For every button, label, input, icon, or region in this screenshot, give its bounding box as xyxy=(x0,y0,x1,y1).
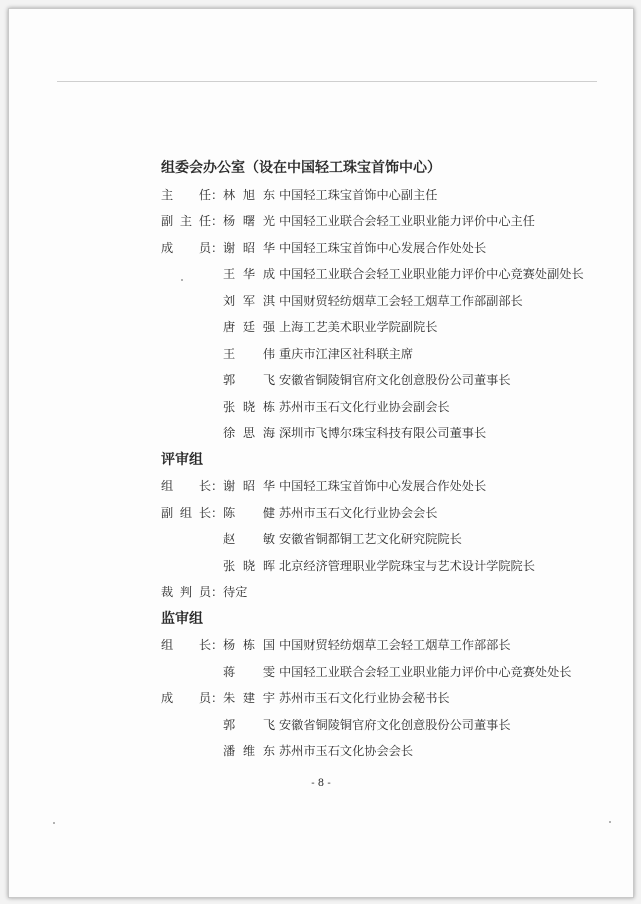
indent-spacer xyxy=(161,713,223,740)
role-colon: ： xyxy=(211,691,224,705)
member-row xyxy=(161,739,621,766)
role-colon: ： xyxy=(211,187,224,202)
member-row xyxy=(161,527,621,554)
member-name: 潘 维 东 xyxy=(223,744,275,758)
member-position: 苏州市玉石文化行业协会会长 xyxy=(279,505,438,520)
scan-edge-line xyxy=(57,81,597,82)
indent-spacer xyxy=(161,395,223,422)
member-position: 中国轻工珠宝首饰中心发展合作处处长 xyxy=(279,240,487,255)
section-heading: 组委会办公室（设在中国轻工珠宝首饰中心） xyxy=(161,160,441,176)
section-heading: 评审组 xyxy=(161,451,203,468)
member-row xyxy=(161,660,621,687)
member-row xyxy=(161,686,621,713)
member-name: 待 定 xyxy=(223,585,248,599)
member-name: 谢 昭 华 xyxy=(223,479,275,493)
member-position: 安徽省铜陵铜官府文化创意股份公司董事长 xyxy=(279,373,511,387)
indent-spacer xyxy=(161,289,223,316)
member-row xyxy=(161,183,621,210)
member-role: 裁 判 员 xyxy=(161,585,211,599)
indent-spacer xyxy=(161,368,223,395)
member-name: 张 晓 晖 xyxy=(223,558,275,573)
member-name: 赵 敏 xyxy=(223,532,275,546)
member-name: 陈 健 xyxy=(223,505,275,520)
member-name: 杨 栋 国 xyxy=(223,638,275,652)
indent-spacer xyxy=(161,739,223,766)
indent-spacer xyxy=(161,554,223,581)
member-position: 中国轻工业联合会轻工业职业能力评价中心主任 xyxy=(279,214,535,228)
committee-list xyxy=(161,156,621,766)
member-name: 蒋 雯 xyxy=(223,664,275,679)
role-colon: ： xyxy=(211,505,224,520)
member-position: 重庆市江津区社科联主席 xyxy=(279,346,414,361)
member-row xyxy=(161,209,621,236)
member-position: 苏州市玉石文化行业协会副会长 xyxy=(279,399,450,414)
role-colon: ： xyxy=(211,240,224,255)
member-role: 组 长 xyxy=(161,479,211,493)
indent-spacer xyxy=(161,527,223,554)
member-name: 朱 建 宇 xyxy=(223,691,275,705)
role-colon: ： xyxy=(211,638,224,652)
scan-speck xyxy=(181,279,183,281)
member-row xyxy=(161,315,621,342)
indent-spacer xyxy=(161,342,223,369)
member-name: 王 伟 xyxy=(223,346,275,361)
member-row xyxy=(161,474,621,501)
member-position: 中国轻工珠宝首饰中心发展合作处处长 xyxy=(279,479,487,493)
member-position: 中国财贸轻纺烟草工会轻工烟草工作部副部长 xyxy=(279,293,523,308)
indent-spacer xyxy=(161,421,223,448)
member-row xyxy=(161,554,621,581)
member-position: 中国轻工业联合会轻工业职业能力评价中心竞赛处副处长 xyxy=(279,267,584,281)
indent-spacer xyxy=(161,315,223,342)
member-position: 苏州市玉石文化行业协会秘书长 xyxy=(279,691,450,705)
member-name: 林 旭 东 xyxy=(223,187,275,202)
member-name: 郭 飞 xyxy=(223,717,275,732)
member-name: 刘 军 淇 xyxy=(223,293,275,308)
member-role: 成 员 xyxy=(161,240,211,255)
member-name: 张 晓 栋 xyxy=(223,399,275,414)
member-row xyxy=(161,262,621,289)
role-colon: ： xyxy=(211,585,224,599)
member-role: 副 组 长 xyxy=(161,505,211,520)
indent-spacer xyxy=(161,262,223,289)
member-name: 唐 廷 强 xyxy=(223,320,275,334)
member-position: 上海工艺美术职业学院副院长 xyxy=(279,320,438,334)
section-heading: 监审组 xyxy=(161,610,203,627)
member-row xyxy=(161,633,621,660)
page-number: - 8 - xyxy=(311,778,331,789)
member-role: 成 员 xyxy=(161,691,211,705)
member-row xyxy=(161,421,621,448)
role-colon: ： xyxy=(211,479,224,493)
member-row xyxy=(161,713,621,740)
member-position: 安徽省铜都铜工艺文化研究院院长 xyxy=(279,532,462,546)
member-row xyxy=(161,368,621,395)
member-position: 深圳市飞博尔珠宝科技有限公司董事长 xyxy=(279,426,487,440)
member-position: 安徽省铜陵铜官府文化创意股份公司董事长 xyxy=(279,717,511,732)
member-position: 中国轻工业联合会轻工业职业能力评价中心竞赛处处长 xyxy=(279,664,572,679)
member-name: 杨 曙 光 xyxy=(223,214,275,228)
member-position: 北京经济管理职业学院珠宝与艺术设计学院院长 xyxy=(279,558,535,573)
member-row xyxy=(161,395,621,422)
member-row xyxy=(161,580,621,607)
member-role: 副 主 任 xyxy=(161,214,211,228)
member-role: 组 长 xyxy=(161,638,211,652)
member-row xyxy=(161,342,621,369)
member-position: 中国轻工珠宝首饰中心副主任 xyxy=(279,187,438,202)
member-name: 郭 飞 xyxy=(223,373,275,387)
member-row xyxy=(161,236,621,263)
role-colon: ： xyxy=(211,214,224,228)
member-name: 徐 思 海 xyxy=(223,426,275,440)
scan-speck xyxy=(53,822,55,824)
scan-speck xyxy=(609,821,611,823)
member-row xyxy=(161,501,621,528)
member-row xyxy=(161,289,621,316)
indent-spacer xyxy=(161,660,223,687)
member-name: 谢 昭 华 xyxy=(223,240,275,255)
member-role: 主 任 xyxy=(161,187,211,202)
member-position: 中国财贸轻纺烟草工会轻工烟草工作部部长 xyxy=(279,638,511,652)
document-page xyxy=(8,8,634,898)
member-position: 苏州市玉石文化协会会长 xyxy=(279,744,414,758)
member-name: 王 华 成 xyxy=(223,267,275,281)
